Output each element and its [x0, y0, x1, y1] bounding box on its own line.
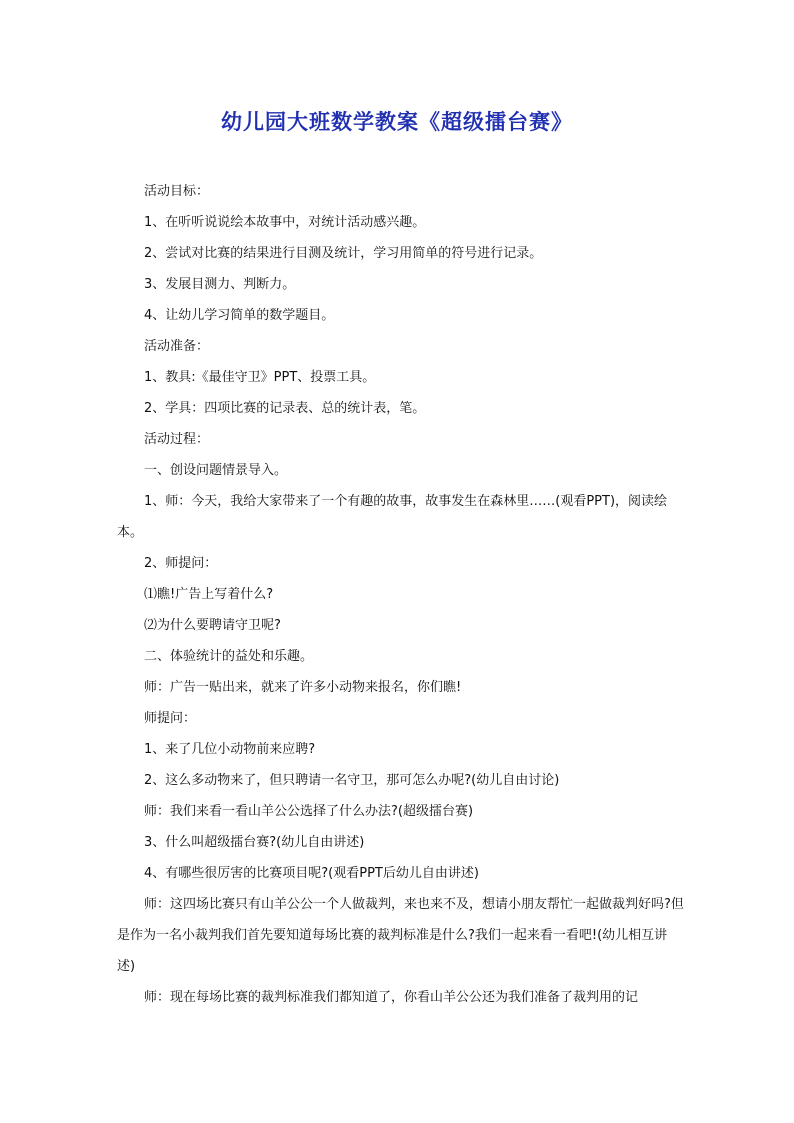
- paragraph: 师：我们来看一看山羊公公选择了什么办法?(超级擂台赛): [144, 804, 474, 819]
- paragraph: 3、发展目测力、判断力。: [144, 277, 296, 292]
- paragraph: ⑴瞧!广告上写着什么?: [144, 587, 274, 602]
- paragraph: 3、什么叫超级擂台赛?(幼儿自由讲述): [144, 835, 365, 850]
- paragraph: 2、尝试对比赛的结果进行目测及统计，学习用简单的符号进行记录。: [144, 246, 543, 261]
- paragraph: 4、有哪些很厉害的比赛项目呢?(观看PPT后幼儿自由讲述): [144, 866, 479, 881]
- paragraph: 活动目标：: [144, 184, 210, 199]
- document-body: [117, 176, 684, 1013]
- paragraph: 2、师提问：: [144, 556, 218, 571]
- paragraph: 师：现在每场比赛的裁判标准我们都知道了，你看山羊公公还为我们准备了裁判用的记: [144, 990, 639, 1005]
- document-title: 幼儿园大班数学教案《超级擂台赛》: [221, 109, 573, 134]
- paragraph: 2、学具：四项比赛的记录表、总的统计表，笔。: [144, 401, 426, 416]
- paragraph: 师：广告一贴出来，就来了许多小动物来报名，你们瞧!: [144, 680, 462, 695]
- paragraph: 二、体验统计的益处和乐趣。: [144, 649, 314, 664]
- paragraph: 1、教具:《最佳守卫》PPT、投票工具。: [144, 370, 376, 385]
- paragraph: 1、在听听说说绘本故事中，对统计活动感兴趣。: [144, 215, 426, 230]
- paragraph: 1、师：今天，我给大家带来了一个有趣的故事，故事发生在森林里……(观看PPT)，阅读绘本。: [117, 494, 668, 540]
- paragraph: 师：这四场比赛只有山羊公公一个人做裁判，来也来不及，想请小朋友帮忙一起做裁判好吗?但是作为一名小裁判我们首先要知道每场比赛的裁判标准是什么?我们一起来看一看吧!(幼儿相互讲述): [117, 897, 684, 974]
- paragraph: 活动准备：: [144, 339, 210, 354]
- paragraph: 1、来了几位小动物前来应聘?: [144, 742, 316, 757]
- paragraph: 活动过程：: [144, 432, 210, 447]
- paragraph: 2、这么多动物来了，但只聘请一名守卫，那可怎么办呢?(幼儿自由讨论): [144, 773, 560, 788]
- paragraph: 4、让幼儿学习简单的数学题目。: [144, 308, 335, 323]
- paragraph: ⑵为什么要聘请守卫呢?: [144, 618, 281, 633]
- paragraph: 一、创设问题情景导入。: [144, 463, 288, 478]
- paragraph: 师提问：: [144, 711, 197, 726]
